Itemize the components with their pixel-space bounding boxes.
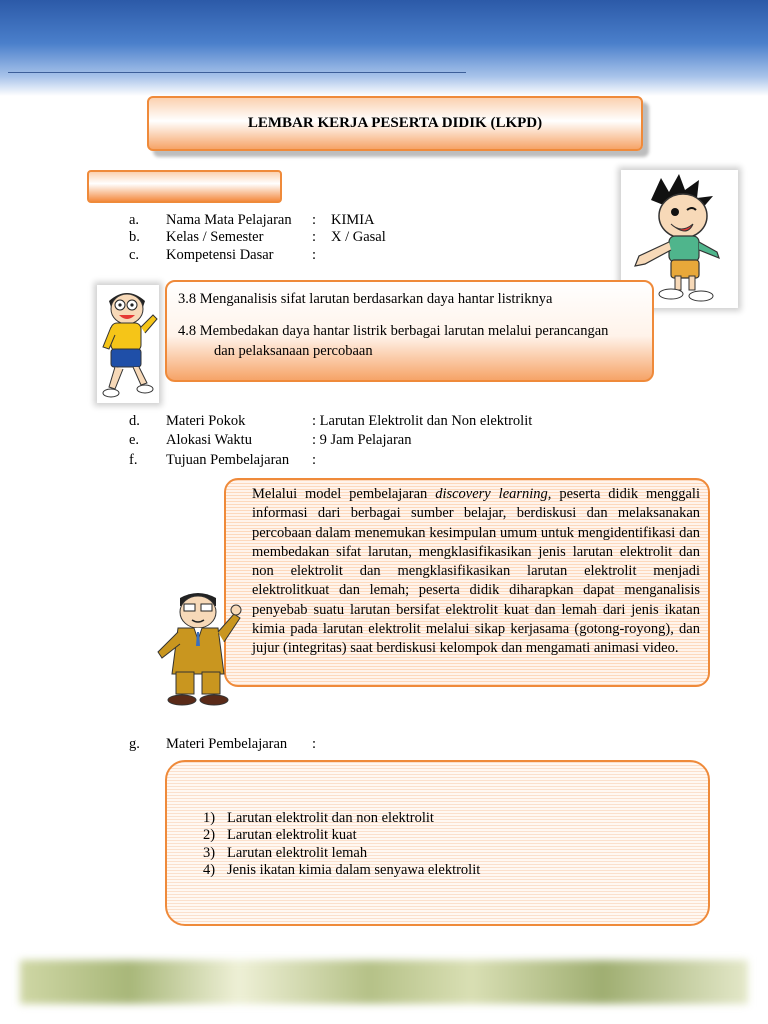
detail-row-f bbox=[0, 452, 768, 469]
list-item-number: 1) bbox=[203, 810, 216, 826]
character-nobita-icon bbox=[97, 285, 159, 403]
row-value: : 9 Jam Pelajaran bbox=[312, 432, 412, 448]
row-letter: a. bbox=[129, 212, 140, 228]
row-colon: : bbox=[312, 212, 317, 228]
kd-4-8-line1: 4.8 Membedakan daya hantar listrik berbagai larutan melalui perancangan bbox=[178, 323, 609, 339]
list-item-text: Jenis ikatan kimia dalam senyawa elektrolit bbox=[227, 861, 481, 878]
row-label: Materi Pokok bbox=[166, 413, 246, 429]
header-banner bbox=[0, 0, 768, 96]
list-item-number: 3) bbox=[203, 844, 216, 861]
list-item-text: Larutan elektrolit kuat bbox=[227, 827, 357, 844]
list-item-text: Larutan elektrolit lemah bbox=[227, 844, 368, 861]
kd-3-8: 3.8 Menganalisis sifat larutan berdasarkan daya hantar listriknya bbox=[178, 291, 553, 307]
materi-list bbox=[203, 810, 480, 879]
row-value: X / Gasal bbox=[331, 229, 386, 245]
row-letter: f. bbox=[129, 452, 138, 468]
kompetensi-dasar-box bbox=[165, 280, 654, 382]
row-letter: e. bbox=[129, 432, 140, 448]
row-value: : bbox=[312, 452, 317, 468]
list-item bbox=[203, 862, 480, 879]
detail-row-e bbox=[0, 432, 768, 449]
row-letter: d. bbox=[129, 413, 140, 429]
materi-row-g bbox=[0, 736, 768, 753]
row-label: Tujuan Pembelajaran bbox=[166, 452, 290, 468]
footer-grass-banner bbox=[20, 960, 748, 1004]
row-colon: : bbox=[312, 247, 317, 263]
character-nobita-image bbox=[97, 285, 159, 403]
kd-4-8-line2: dan pelaksanaan percobaan bbox=[214, 343, 373, 359]
list-item bbox=[203, 810, 480, 827]
tujuan-pembelajaran-box bbox=[224, 478, 710, 687]
row-letter: b. bbox=[129, 229, 140, 245]
tujuan-text bbox=[252, 485, 700, 659]
tujuan-rest: peserta didik menggali informasi dari berbagai sumber belajar, berdiskusi dan melaksanakan percobaan dalam menemukan kesimpulan umum untuk mengidentifikasi dan membedakan sifat larutan, mengklasifikasikan jenis larutan elektrolit dan non elektrolit dan mengklasifikasikan larutan elektrolit menjadi elektrolitkuat dan lemah; peserta didik diharapkan dapat menganalisis penyebab suatu larutan bersifat elektrolit kuat dan lemah dari jenis ikatan kimia pada larutan elektrolit melalui sikap kerjasama (gotong-royong), dan jujur (integritas) saat berdiskusi kelompok dan mengamati animasi video. bbox=[252, 486, 700, 657]
row-colon: : bbox=[312, 229, 317, 245]
detail-row-d bbox=[0, 413, 768, 430]
header-divider bbox=[8, 72, 466, 73]
row-letter: c. bbox=[129, 247, 140, 263]
row-label: Kompetensi Dasar bbox=[166, 247, 274, 263]
list-item bbox=[203, 827, 480, 844]
row-value: : Larutan Elektrolit dan Non elektrolit bbox=[312, 413, 533, 429]
row-label: Alokasi Waktu bbox=[166, 432, 252, 448]
tujuan-emphasis: discovery learning, bbox=[435, 486, 552, 502]
list-item bbox=[203, 845, 480, 862]
list-item-number: 4) bbox=[203, 861, 216, 878]
identity-tab bbox=[87, 170, 282, 203]
row-label: Nama Mata Pelajaran bbox=[166, 212, 292, 228]
list-item-number: 2) bbox=[203, 827, 216, 844]
character-teacher-icon bbox=[152, 588, 244, 708]
row-colon: : bbox=[312, 736, 317, 752]
page-title: LEMBAR KERJA PESERTA DIDIK (LKPD) bbox=[247, 115, 543, 131]
row-label: Kelas / Semester bbox=[166, 229, 264, 245]
row-label: Materi Pembelajaran bbox=[166, 736, 288, 752]
list-item-text: Larutan elektrolit dan non elektrolit bbox=[227, 810, 434, 826]
character-teacher-image bbox=[152, 588, 244, 708]
row-letter: g. bbox=[129, 736, 140, 752]
row-value: KIMIA bbox=[331, 212, 375, 228]
page-title-box bbox=[147, 96, 643, 151]
tujuan-prefix: Melalui model pembelajaran bbox=[252, 486, 436, 502]
materi-pembelajaran-box bbox=[165, 760, 710, 926]
kd-4-8 bbox=[178, 321, 648, 361]
